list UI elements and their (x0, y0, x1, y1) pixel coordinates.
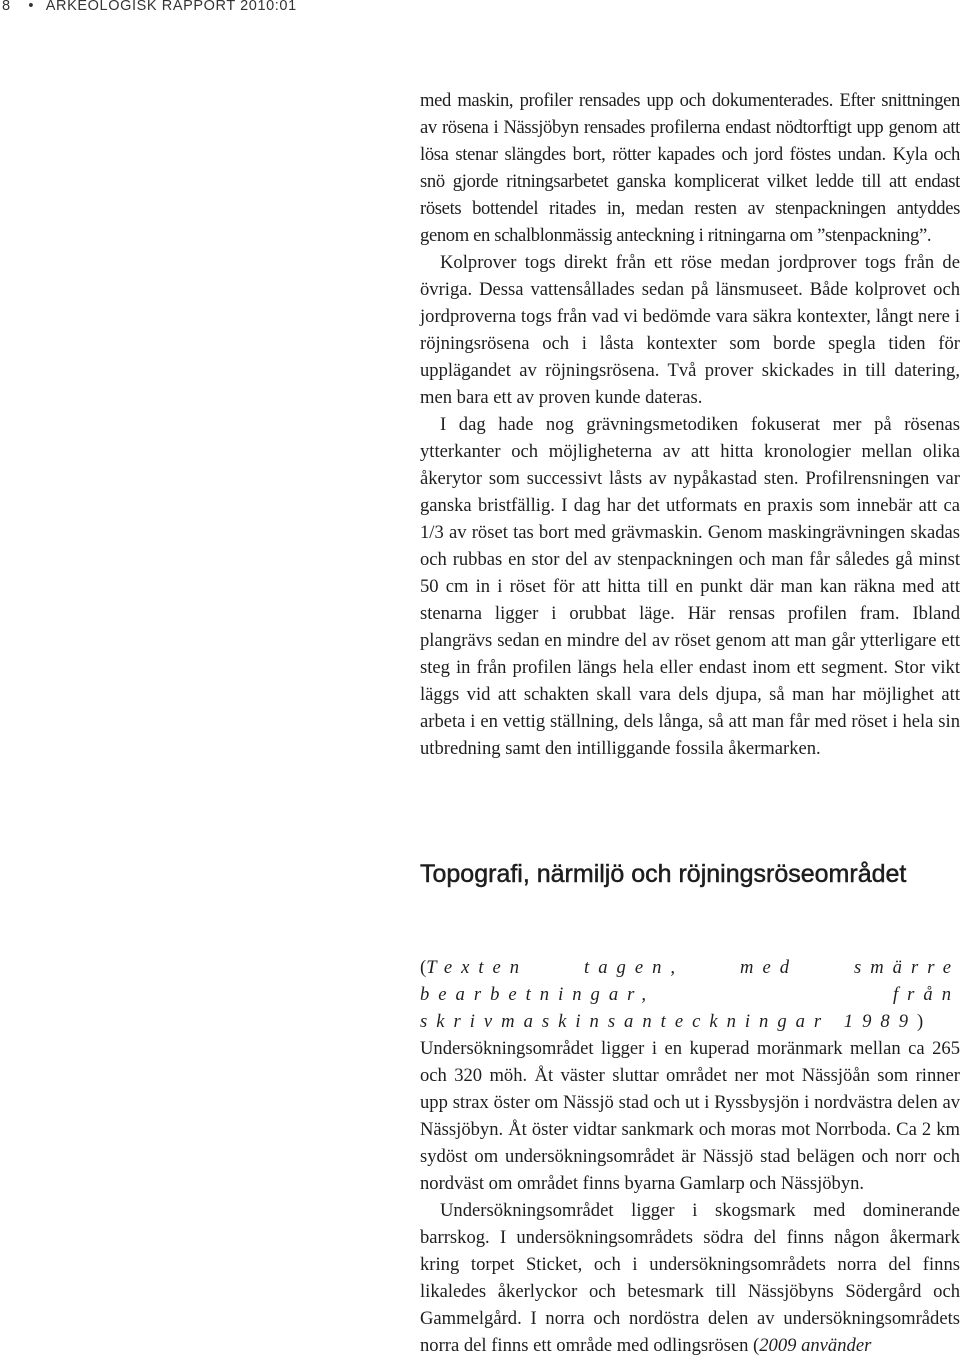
source-note-open: ( (420, 957, 427, 978)
source-note-text: Texten tagen, med smärre bearbetningar, från skrivmaskinsanteckningar 1989 (420, 957, 960, 1032)
paragraph (420, 1197, 960, 1359)
paragraph: med maskin, profiler rensades upp och dokumenterades. Efter snittningen av rösena i Nässjöbyn rensades profilerna endast nödtorftigt upp genom att lösa stenar slängdes bort, rötter kapades och jord föstes undan. Kyla och snö gjorde ritningsarbetet ganska komplicerat vilket ledde till att endast rösets bottendel ritades in, medan resten av stenpackningen antyddes genom en schalblonmässig anteckning i ritningarna om ”stenpackning”. (420, 90, 960, 246)
paragraph-italic-text: 2009 använder (759, 1335, 872, 1356)
running-title: ARKEOLOGISK RAPPORT 2010:01 (45, 0, 297, 14)
paragraph: Undersökningsområdet ligger i en kuperad moränmark mellan ca 265 och 320 möh. Åt väster sluttar området ner mot Nässjöån som rinner upp strax öster om Nässjö stad och ut i Ryssbysjön i nordvästra delen av Nässjöbyn. Åt öster vidtar sankmark och moras mot Norrboda. Ca 2 km sydöst om undersökningsområdet är Nässjö stad belägen och norr och nordväst om området finns byarna Gamlarp och Nässjöbyn. (420, 1038, 960, 1194)
section-heading: Topografi, närmiljö och röjningsröseområdet (420, 860, 907, 888)
source-note (420, 954, 960, 1035)
body-text-section-2 (420, 954, 960, 1359)
source-note-close: ) (917, 1011, 924, 1032)
body-text-section-1 (420, 87, 960, 762)
page-number: 8 (2, 0, 11, 14)
paragraph: Kolprover togs direkt från ett röse medan jordprover togs från de övriga. Dessa vattensållades sedan på länsmuseet. Både kolprovet och jordproverna togs från vad vi bedömde vara säkra kontexter, långt nere i röjningsrösena och i låsta kontexter som borde spegla tiden för upplägandet av röjningsrösena. Två prover skickades in till datering, men bara ett av proven kunde dateras. (420, 252, 960, 408)
bullet-separator: • (28, 0, 34, 14)
running-header (2, 0, 297, 14)
paragraph-text: Undersökningsområdet ligger i skogsmark med dominerande barrskog. I undersökningsområdets södra del finns någon åkermark kring torpet Sticket, och i undersökningsområdets norra del finns likaledes åkerlyckor och betesmark till Nässjöbyns Södergård och Gammelgård. I norra och nordöstra delen av undersökningsområdets norra del finns ett område med odlingsrösen ( (420, 1200, 960, 1356)
paragraph: I dag hade nog grävningsmetodiken fokuserat mer på rösenas ytterkanter och möjligheterna av att hitta kronologier mellan olika åkerytor som successivt låsts av nypåkastad sten. Profilrensningen var ganska bristfällig. I dag har det utformats en praxis som innebär att ca 1/3 av röset tas bort med grävmaskin. Genom maskingrävningen skadas och rubbas en stor del av stenpackningen och man får således gå minst 50 cm in i röset för att hitta till en punkt där man kan räkna med att stenarna ligger i orubbat läge. Här rensas profilen fram. Ibland plangrävs sedan en mindre del av röset genom att man går ytterligare ett steg in från profilen längs hela eller endast inom ett segment. Stor vikt läggs vid att schakten skall vara dels djupa, så man har möjlighet att arbeta i en vettig ställning, dels långa, så att man får med röset i hela sin utbredning samt den intilliggande fossila åkermarken. (420, 414, 960, 759)
